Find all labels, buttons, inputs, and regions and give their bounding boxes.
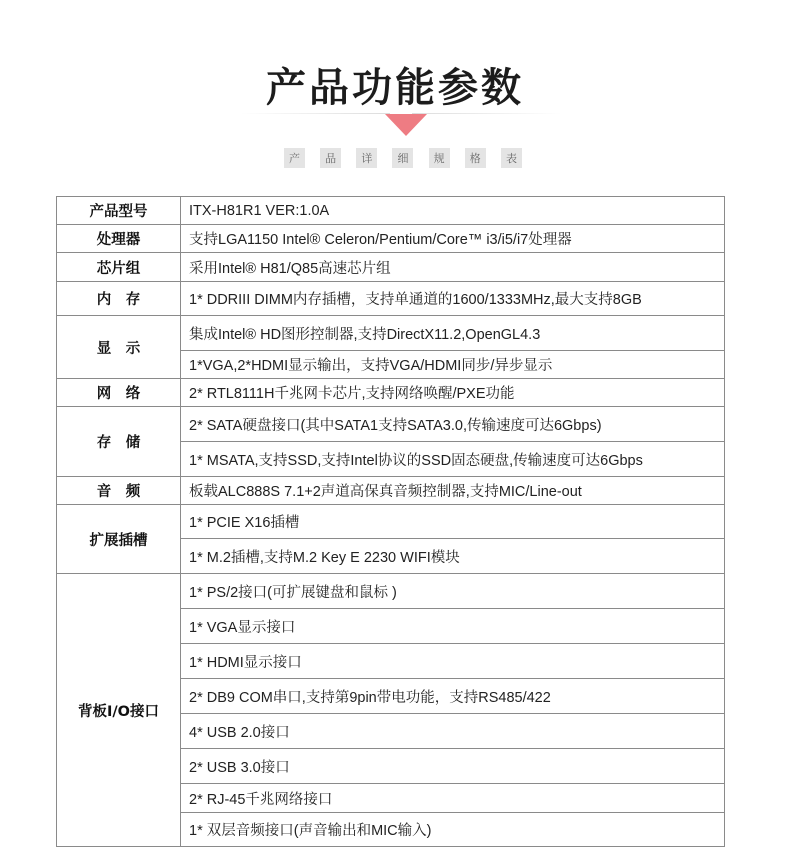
row-label: 芯片组 [57,253,181,282]
table-row [57,282,725,316]
table-row [57,253,725,282]
row-value: 1* HDMI显示接口 [181,644,725,679]
row-value: 板载ALC888S 7.1+2声道高保真音频控制器,支持MIC/Line-out [181,477,725,505]
row-value: 1* DDRIII DIMM内存插槽，支持单通道的1600/1333MHz,最大支持8GB [181,282,725,316]
row-label: 产品型号 [57,197,181,225]
row-value: 1*VGA,2*HDMI显示输出，支持VGA/HDMI同步/异步显示 [181,351,725,379]
subtitle-char: 细 [392,148,413,168]
table-row [57,407,725,442]
title-divider-left [240,113,390,114]
table-row [57,225,725,253]
row-value: 1* PS/2接口(可扩展键盘和鼠标 ) [181,574,725,609]
row-value: 2* USB 3.0接口 [181,749,725,784]
subtitle-char: 格 [465,148,486,168]
subtitle-char: 规 [429,148,450,168]
row-value: 支持LGA1150 Intel® Celeron/Pentium/Core™ i3/i5/i7处理器 [181,225,725,253]
subtitle-char: 表 [501,148,522,168]
table-row [57,477,725,505]
down-triangle-icon [385,114,427,136]
row-value: 1* 双层音频接口(声音输出和MIC输入) [181,813,725,847]
row-value: ITX-H81R1 VER:1.0A [181,197,725,225]
row-value: 1* VGA显示接口 [181,609,725,644]
row-value: 集成Intel® HD图形控制器,支持DirectX11.2,OpenGL4.3 [181,316,725,351]
table-row [57,197,725,225]
row-value: 2* RJ-45千兆网络接口 [181,784,725,813]
row-value: 1* PCIE X16插槽 [181,505,725,539]
row-label: 网 络 [57,379,181,407]
subtitle [284,148,522,168]
table-row [57,316,725,351]
subtitle-char: 产 [284,148,305,168]
row-value: 2* SATA硬盘接口(其中SATA1支持SATA3.0,传输速度可达6Gbps) [181,407,725,442]
row-label: 扩展插槽 [57,505,181,574]
row-value: 2* DB9 COM串口,支持第9pin带电功能，支持RS485/422 [181,679,725,714]
row-value: 采用Intel® H81/Q85高速芯片组 [181,253,725,282]
row-label: 背板I/O接口 [57,574,181,847]
row-label: 内 存 [57,282,181,316]
subtitle-char: 品 [320,148,341,168]
row-value: 4* USB 2.0接口 [181,714,725,749]
subtitle-char: 详 [356,148,377,168]
row-label: 存 储 [57,407,181,477]
table-row [57,574,725,609]
row-value: 2* RTL8111H千兆网卡芯片,支持网络唤醒/PXE功能 [181,379,725,407]
title-divider-right [412,113,562,114]
page-title: 产品功能参数 [266,65,524,111]
row-label: 显 示 [57,316,181,379]
table-row [57,505,725,539]
row-value: 1* M.2插槽,支持M.2 Key E 2230 WIFI模块 [181,539,725,574]
table-row [57,379,725,407]
row-value: 1* MSATA,支持SSD,支持Intel协议的SSD固态硬盘,传输速度可达6Gbps [181,442,725,477]
row-label: 音 频 [57,477,181,505]
spec-table [56,196,725,847]
row-label: 处理器 [57,225,181,253]
